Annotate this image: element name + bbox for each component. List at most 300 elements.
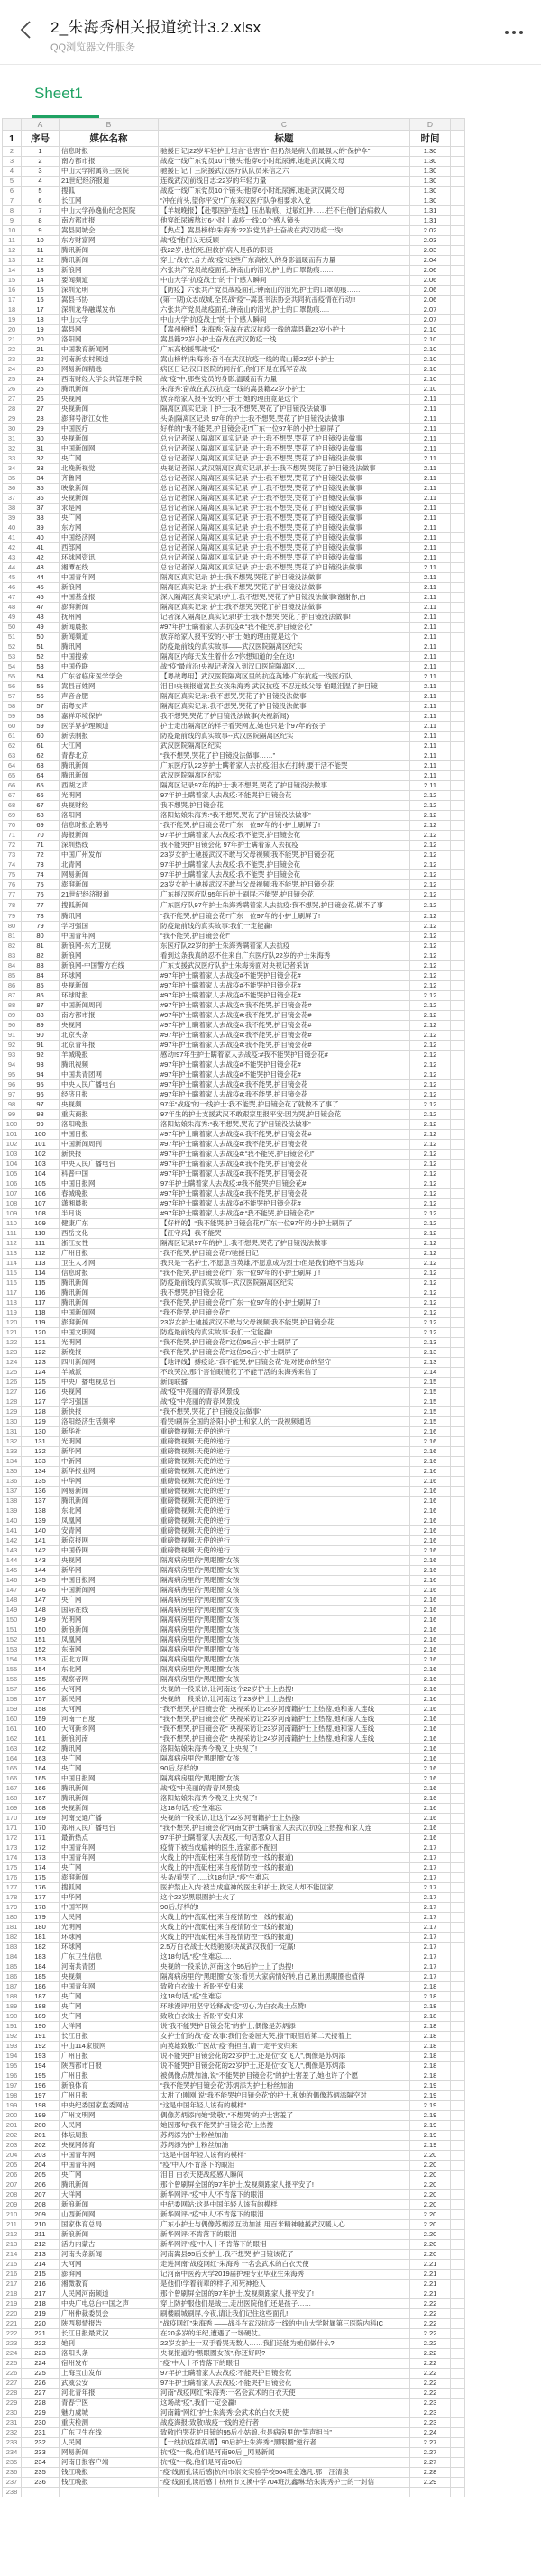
title-cell[interactable]: #97年护士瞒着家人去战疫#:我不能哭,护目镜会花#: [159, 1011, 410, 1021]
empty-cell[interactable]: [451, 573, 465, 583]
seq-cell[interactable]: 70: [22, 831, 60, 841]
empty-cell[interactable]: [451, 1943, 465, 1952]
time-cell[interactable]: 2.12: [410, 1140, 451, 1150]
media-cell[interactable]: 澎湃新闻: [60, 880, 159, 890]
media-cell[interactable]: 中国军网: [60, 1903, 159, 1913]
empty-cell[interactable]: [451, 1645, 465, 1655]
empty-cell[interactable]: [451, 1388, 465, 1397]
title-cell[interactable]: 医护禁止入内:被当成瘟神的医生和护士,救完人却不能回家: [159, 1883, 410, 1893]
time-cell[interactable]: 2.11: [410, 771, 451, 781]
empty-cell[interactable]: [451, 167, 465, 177]
time-cell[interactable]: 2.12: [410, 831, 451, 841]
time-cell[interactable]: 2.12: [410, 1239, 451, 1249]
title-cell[interactable]: #97年护士瞒着家人去战疫#:“我不能哭,护目镜会花!”: [159, 1150, 410, 1160]
title-cell[interactable]: 穿上防护服他们是战士,走出医院他们还是孩子……: [159, 2299, 410, 2309]
media-cell[interactable]: 中国青年网: [60, 573, 159, 583]
title-cell[interactable]: 被偶像点赞加油,说“不能哭护目镜会花”的护士害羞了,她也许了个愿: [159, 2071, 410, 2081]
media-cell[interactable]: 光明网: [60, 791, 159, 801]
seq-cell[interactable]: 111: [22, 1239, 60, 1249]
time-cell[interactable]: 2.16: [410, 1437, 451, 1447]
title-cell[interactable]: 总台记者深入隔离区真实记录 护士:我不想哭,哭花了护目镜没法做事: [159, 553, 410, 563]
empty-cell[interactable]: [451, 1189, 465, 1199]
time-cell[interactable]: 2.16: [410, 1467, 451, 1477]
empty-cell[interactable]: [451, 514, 465, 523]
time-cell[interactable]: 2.11: [410, 395, 451, 405]
seq-cell[interactable]: 218: [22, 2299, 60, 2309]
empty-cell[interactable]: [451, 1506, 465, 1516]
time-cell[interactable]: 2.11: [410, 642, 451, 652]
media-cell[interactable]: 中国教育新闻网: [60, 345, 159, 355]
empty-cell[interactable]: [451, 682, 465, 692]
title-cell[interactable]: 致敬白衣战士 祈盼平安归来: [159, 1982, 410, 1992]
seq-cell[interactable]: 59: [22, 722, 60, 732]
media-cell[interactable]: 中国搜索: [60, 652, 159, 662]
seq-cell[interactable]: 102: [22, 1150, 60, 1160]
media-cell[interactable]: 中央广电总台中国之声: [60, 2299, 159, 2309]
time-cell[interactable]: 2.12: [410, 1209, 451, 1219]
empty-cell[interactable]: [451, 563, 465, 573]
time-cell[interactable]: 2.06: [410, 296, 451, 305]
title-cell[interactable]: 抗“疫”一线,他们是河南90后!_网易新闻: [159, 2448, 410, 2458]
media-cell[interactable]: 潇湘晨报: [60, 1199, 159, 1209]
seq-cell[interactable]: 232: [22, 2438, 60, 2448]
seq-cell[interactable]: 116: [22, 1288, 60, 1298]
seq-cell[interactable]: 105: [22, 1179, 60, 1189]
title-cell[interactable]: “我不想哭,护目镜会花” 央视采访让22岁河南籍护士上热搜,她和家人连线: [159, 1715, 410, 1725]
title-cell[interactable]: 总台记者深入隔离区真实记录 护士:我不想哭,哭花了护目镜没法做事: [159, 523, 410, 533]
empty-cell[interactable]: [451, 870, 465, 880]
empty-cell[interactable]: [451, 1734, 465, 1744]
title-cell[interactable]: 感动!97年生护士瞒着家人去战疫:#我不能哭护目镜会花#: [159, 1051, 410, 1060]
title-cell[interactable]: 那个曾刷屏全国的97年护士,发视频跟家人报平安了!: [159, 2180, 410, 2190]
empty-cell[interactable]: [451, 1972, 465, 1982]
empty-cell[interactable]: [451, 672, 465, 682]
empty-cell[interactable]: [451, 1338, 465, 1348]
seq-cell[interactable]: 63: [22, 761, 60, 771]
media-cell[interactable]: 央广网: [60, 1596, 159, 1606]
media-cell[interactable]: 中国新闻周刊: [60, 1001, 159, 1011]
time-cell[interactable]: 2.12: [410, 1249, 451, 1259]
empty-cell[interactable]: [451, 1219, 465, 1229]
title-cell[interactable]: “疫”中人/不肯落下的眼泪: [159, 2161, 410, 2171]
title-cell[interactable]: 隔离病房里的“黑眼圈”女孩: [159, 1655, 410, 1665]
title-cell[interactable]: 致敬|怕哭花护目镜的95后小姑娘,也是病房里的“笑声担当”: [159, 2428, 410, 2438]
seq-cell[interactable]: 88: [22, 1011, 60, 1021]
title-cell[interactable]: 【一线抗疫群英谱】90后护士朱海秀:“黑眼圈”逆行者: [159, 2438, 410, 2448]
title-cell[interactable]: 隔离区内每天发生着什么?你想知道的全在这!: [159, 652, 410, 662]
time-cell[interactable]: 2.11: [410, 623, 451, 633]
title-cell[interactable]: 火线上的中流砥柱(来自疫情防控一线的报道): [159, 1853, 410, 1863]
empty-cell[interactable]: [451, 2339, 465, 2349]
time-cell[interactable]: 2.22: [410, 2299, 451, 2309]
media-cell[interactable]: 东方财富网: [60, 236, 159, 246]
seq-cell[interactable]: 3: [22, 167, 60, 177]
title-cell[interactable]: 中山大学“抗疫战士”的十个感人瞬间: [159, 315, 410, 325]
title-cell[interactable]: 那个曾刷屏全国的97年护士,发视频跟家人报平安了!: [159, 2289, 410, 2299]
title-cell[interactable]: 战“疫”中亮丽的青春风景线: [159, 1397, 410, 1407]
time-cell[interactable]: 2.11: [410, 553, 451, 563]
column-letter-c[interactable]: C: [159, 119, 410, 131]
title-cell[interactable]: “我不能哭,护目镜会花!”这位95后小护士刷屏了: [159, 1338, 410, 1348]
seq-cell[interactable]: 48: [22, 613, 60, 623]
title-cell[interactable]: 97年“战疫”的一线护士:我不能哭,护目镜会花了就做不了事了: [159, 1100, 410, 1110]
time-cell[interactable]: 2.17: [410, 1923, 451, 1933]
time-cell[interactable]: 2.11: [410, 583, 451, 593]
seq-cell[interactable]: 166: [22, 1784, 60, 1794]
empty-cell[interactable]: [451, 1209, 465, 1219]
media-cell[interactable]: 深圳光明: [60, 286, 159, 296]
time-cell[interactable]: 2.20: [410, 2220, 451, 2230]
media-cell[interactable]: 央视网体育: [60, 2141, 159, 2151]
time-cell[interactable]: 2.06: [410, 266, 451, 276]
seq-cell[interactable]: 110: [22, 1229, 60, 1239]
title-cell[interactable]: 我不想哭,护目镜会花: [159, 1288, 410, 1298]
seq-cell[interactable]: 46: [22, 593, 60, 603]
title-cell[interactable]: 隔离区真实记录:我不想哭,哭花了护目镜没法做事: [159, 702, 410, 712]
title-cell[interactable]: 隔离病房里的“黑眼圈”女孩: [159, 1635, 410, 1645]
title-cell[interactable]: 穿上“战衣”,合力战“疫”!这些广东高校人的身影温暖而有力量: [159, 256, 410, 266]
empty-cell[interactable]: [451, 2151, 465, 2161]
seq-cell[interactable]: 75: [22, 880, 60, 890]
empty-cell[interactable]: [451, 1021, 465, 1031]
seq-cell[interactable]: 18: [22, 315, 60, 325]
more-menu-button[interactable]: [487, 0, 541, 64]
time-cell[interactable]: 2.19: [410, 2141, 451, 2151]
media-cell[interactable]: 中国经济网: [60, 533, 159, 543]
empty-cell[interactable]: [451, 2389, 465, 2399]
media-cell[interactable]: 嵩县网: [60, 325, 159, 335]
empty-cell[interactable]: [451, 742, 465, 751]
time-cell[interactable]: 2.12: [410, 1269, 451, 1279]
seq-cell[interactable]: 39: [22, 523, 60, 533]
empty-cell[interactable]: [451, 2131, 465, 2141]
title-cell[interactable]: 记者深入隔离区真实记录!护士:我不想哭,哭花了护目镜没法做事!: [159, 613, 410, 623]
media-cell[interactable]: 东方网: [60, 523, 159, 533]
empty-cell[interactable]: [451, 1447, 465, 1457]
media-cell[interactable]: 央视新闻: [60, 1804, 159, 1814]
media-cell[interactable]: 网易新闻精选: [60, 365, 159, 375]
title-cell[interactable]: 隔离病房里的“黑眼圈”女孩: [159, 1754, 410, 1764]
empty-cell[interactable]: [451, 1913, 465, 1923]
seq-cell[interactable]: 194: [22, 2062, 60, 2071]
title-cell[interactable]: 总台记者深入隔离区真实记录 护士:我不想哭,哭花了护目镜没法做事: [159, 543, 410, 553]
media-cell[interactable]: 正北方网: [60, 1655, 159, 1665]
seq-cell[interactable]: 20: [22, 335, 60, 345]
empty-cell[interactable]: [451, 1011, 465, 1021]
empty-cell[interactable]: [451, 1685, 465, 1695]
seq-cell[interactable]: 31: [22, 444, 60, 454]
time-cell[interactable]: 2.16: [410, 1715, 451, 1725]
empty-cell[interactable]: [451, 1794, 465, 1804]
seq-cell[interactable]: 223: [22, 2349, 60, 2359]
title-cell[interactable]: “疫”中人丨不肯落下的眼泪: [159, 2359, 410, 2369]
title-cell[interactable]: 总台记者深入隔离区真实记录 护士:我不想哭,哭花了护目镜没法做事: [159, 434, 410, 444]
empty-cell[interactable]: [451, 2022, 465, 2032]
time-cell[interactable]: 2.16: [410, 1645, 451, 1655]
empty-cell[interactable]: [451, 2111, 465, 2121]
empty-cell[interactable]: [451, 912, 465, 922]
media-cell[interactable]: 科普中国: [60, 1170, 159, 1179]
time-cell[interactable]: 2.21: [410, 2280, 451, 2289]
media-cell[interactable]: 中山大学孙逸仙纪念医院: [60, 206, 159, 216]
media-cell[interactable]: 搜狐新闻: [60, 900, 159, 912]
seq-cell[interactable]: 136: [22, 1487, 60, 1497]
media-cell[interactable]: 春城晚报: [60, 1189, 159, 1199]
title-cell[interactable]: 她因那句“我不能哭护目镜会花”上热搜: [159, 2121, 410, 2131]
empty-cell[interactable]: [451, 2032, 465, 2042]
media-cell[interactable]: 中国新闻网: [60, 444, 159, 454]
title-cell[interactable]: 重磅微视频:天使的逆行: [159, 1447, 410, 1457]
seq-cell[interactable]: 99: [22, 1120, 60, 1130]
empty-cell[interactable]: [451, 2309, 465, 2319]
seq-cell[interactable]: 26: [22, 395, 60, 405]
time-cell[interactable]: 2.02: [410, 226, 451, 236]
seq-cell[interactable]: 126: [22, 1388, 60, 1397]
time-cell[interactable]: 2.27: [410, 2438, 451, 2448]
title-cell[interactable]: 央视的一段采访,让这个22岁河南籍护士上热搜!: [159, 1814, 410, 1824]
title-cell[interactable]: 东医疗队22岁的护士朱海秀瞒着家人去抗疫: [159, 942, 410, 951]
title-cell[interactable]: 看哭!刷屏全国的洛阳小护士和家人的一段视频通话: [159, 1417, 410, 1427]
seq-cell[interactable]: 6: [22, 196, 60, 206]
title-cell[interactable]: #97年护士瞒着家人去战疫#不能哭护目镜会花#: [159, 981, 410, 991]
seq-cell[interactable]: 17: [22, 305, 60, 315]
empty-cell[interactable]: [451, 1744, 465, 1754]
empty-cell[interactable]: [451, 1259, 465, 1269]
empty-cell[interactable]: [451, 2408, 465, 2418]
media-cell[interactable]: 信息时报: [60, 147, 159, 157]
time-cell[interactable]: 2.12: [410, 1170, 451, 1179]
title-cell[interactable]: 新华网评·“疫”中人/不肯落下的眼泪: [159, 2210, 410, 2220]
empty-cell[interactable]: [451, 1596, 465, 1606]
media-cell[interactable]: 央视新闻: [60, 434, 159, 444]
media-cell[interactable]: 搜狐网: [60, 1883, 159, 1893]
empty-cell[interactable]: [451, 2329, 465, 2339]
seq-cell[interactable]: 155: [22, 1675, 60, 1685]
seq-cell[interactable]: 10: [22, 236, 60, 246]
title-cell[interactable]: 苏炳添为护士粉丝加油: [159, 2131, 410, 2141]
title-cell[interactable]: 战疫一线广东党员10个镜头:他穿6小时纸尿裤,她赴武汉瞒父母: [159, 187, 410, 196]
empty-cell[interactable]: [451, 961, 465, 971]
title-cell[interactable]: 火线上的中流砥柱(来自疫情防控一线的报道): [159, 1913, 410, 1923]
seq-cell[interactable]: 97: [22, 1100, 60, 1110]
time-cell[interactable]: 2.12: [410, 1318, 451, 1328]
empty-cell[interactable]: [451, 1725, 465, 1734]
media-cell[interactable]: 新华社: [60, 1427, 159, 1437]
media-cell[interactable]: [60, 2488, 159, 2498]
empty-cell[interactable]: [451, 325, 465, 335]
seq-cell[interactable]: 98: [22, 1110, 60, 1120]
time-cell[interactable]: 2.19: [410, 2101, 451, 2111]
title-cell[interactable]: 隔离病房里的“黑眼圈”女孩: [159, 1566, 410, 1576]
time-cell[interactable]: 2.24: [410, 2428, 451, 2438]
time-cell[interactable]: 2.12: [410, 801, 451, 811]
seq-cell[interactable]: 57: [22, 702, 60, 712]
seq-cell[interactable]: 12: [22, 256, 60, 266]
empty-cell[interactable]: [451, 2161, 465, 2171]
empty-cell[interactable]: [451, 791, 465, 801]
media-cell[interactable]: 央广网: [60, 2171, 159, 2180]
seq-cell[interactable]: 217: [22, 2289, 60, 2299]
media-cell[interactable]: 新浪网-中国警方在线: [60, 961, 159, 971]
media-cell[interactable]: 新快报: [60, 1150, 159, 1160]
title-cell[interactable]: 【汪守兵】我不能哭: [159, 1229, 410, 1239]
empty-cell[interactable]: [451, 761, 465, 771]
empty-cell[interactable]: [451, 1358, 465, 1368]
time-cell[interactable]: 2.12: [410, 942, 451, 951]
media-cell[interactable]: 央广网: [60, 514, 159, 523]
seq-cell[interactable]: 176: [22, 1883, 60, 1893]
time-cell[interactable]: 2.16: [410, 1625, 451, 1635]
media-cell[interactable]: 央广网: [60, 454, 159, 464]
empty-cell[interactable]: [451, 1051, 465, 1060]
media-cell[interactable]: 齐鲁网: [60, 474, 159, 484]
seq-cell[interactable]: 210: [22, 2220, 60, 2230]
media-cell[interactable]: 南方都市报: [60, 1011, 159, 1021]
media-cell[interactable]: 央视新闻: [60, 494, 159, 504]
time-cell[interactable]: 2.10: [410, 345, 451, 355]
media-cell[interactable]: 中国青年网: [60, 1853, 159, 1863]
media-cell[interactable]: 国际在线: [60, 1606, 159, 1616]
media-cell[interactable]: 腾讯新闻: [60, 1288, 159, 1298]
media-cell[interactable]: 上海宝山发布: [60, 2369, 159, 2379]
time-cell[interactable]: 2.12: [410, 860, 451, 870]
time-cell[interactable]: 2.12: [410, 932, 451, 942]
time-cell[interactable]: 2.16: [410, 1606, 451, 1616]
seq-cell[interactable]: 185: [22, 1972, 60, 1982]
media-cell[interactable]: 湘微教育: [60, 2280, 159, 2289]
time-cell[interactable]: 2.12: [410, 900, 451, 912]
empty-cell[interactable]: [451, 2319, 465, 2329]
empty-cell[interactable]: [451, 831, 465, 841]
title-cell[interactable]: 隔离病房里的“黑眼圈”女孩: [159, 1576, 410, 1586]
seq-cell[interactable]: 188: [22, 2002, 60, 2012]
time-cell[interactable]: 2.16: [410, 1635, 451, 1645]
title-cell[interactable]: 97年护士瞒着家人去战疫:不能哭护目镜会花: [159, 2379, 410, 2389]
seq-cell[interactable]: 131: [22, 1437, 60, 1447]
seq-cell[interactable]: 212: [22, 2240, 60, 2250]
empty-cell[interactable]: [451, 1665, 465, 1675]
empty-cell[interactable]: [451, 811, 465, 821]
time-cell[interactable]: 2.17: [410, 1952, 451, 1962]
empty-cell[interactable]: [451, 1923, 465, 1933]
title-cell[interactable]: #97年护士瞒着家人去战疫#:我不能哭,护目镜会花#: [159, 1031, 410, 1041]
title-cell[interactable]: 连线武汉|前线日志:22岁的年轻力量: [159, 177, 410, 187]
time-cell[interactable]: 2.06: [410, 276, 451, 286]
time-cell[interactable]: 2.16: [410, 1596, 451, 1606]
title-cell[interactable]: 隔离区记录97年的护士:我不想哭,哭花了护目镜没法做事: [159, 781, 410, 791]
title-cell[interactable]: 总台记者深入隔离区真实记录 护士:我不想哭,哭花了护目镜没法做事: [159, 504, 410, 514]
empty-cell[interactable]: [451, 296, 465, 305]
time-cell[interactable]: 2.17: [410, 1863, 451, 1873]
seq-cell[interactable]: 141: [22, 1536, 60, 1546]
time-cell[interactable]: 2.12: [410, 951, 451, 961]
seq-cell[interactable]: 77: [22, 900, 60, 912]
media-cell[interactable]: 新浪网: [60, 583, 159, 593]
media-cell[interactable]: 环球网: [60, 971, 159, 981]
title-cell[interactable]: 总台记者深入隔离区真实记录 护士:我不想哭,哭花了护目镜没法做事: [159, 474, 410, 484]
time-cell[interactable]: 2.16: [410, 1675, 451, 1685]
media-cell[interactable]: 中国广州发布: [60, 851, 159, 860]
time-cell[interactable]: 2.07: [410, 305, 451, 315]
media-cell[interactable]: 声音合肥: [60, 692, 159, 702]
media-cell[interactable]: 腾讯新闻: [60, 256, 159, 266]
empty-cell[interactable]: [451, 1853, 465, 1863]
time-cell[interactable]: 2.16: [410, 1784, 451, 1794]
empty-cell[interactable]: [451, 1199, 465, 1209]
title-cell[interactable]: 隔离区真实记录 护士:我不想哭,哭花了护目镜没法做事: [159, 583, 410, 593]
title-cell[interactable]: #97年护士瞒着家人去战疫#:我不能哭,护目镜会花: [159, 1170, 410, 1179]
media-cell[interactable]: 中山大学附属第三医院: [60, 167, 159, 177]
time-cell[interactable]: 2.12: [410, 1031, 451, 1041]
media-cell[interactable]: 网易新闻: [60, 1487, 159, 1497]
time-cell[interactable]: 2.20: [410, 2230, 451, 2240]
media-cell[interactable]: 新京报网: [60, 1536, 159, 1546]
time-cell[interactable]: 2.13: [410, 1358, 451, 1368]
media-cell[interactable]: 中新网: [60, 1457, 159, 1467]
media-cell[interactable]: 大河网: [60, 1685, 159, 1695]
time-cell[interactable]: 2.10: [410, 355, 451, 365]
time-cell[interactable]: 2.12: [410, 1150, 451, 1160]
title-cell[interactable]: 河南“战疫网红”朱海秀:一名会武术的白衣天使: [159, 2389, 410, 2399]
empty-cell[interactable]: [451, 801, 465, 811]
media-cell[interactable]: 大洋网: [60, 2190, 159, 2200]
media-cell[interactable]: 洛阳网: [60, 811, 159, 821]
seq-cell[interactable]: 4: [22, 177, 60, 187]
empty-cell[interactable]: [451, 2289, 465, 2299]
time-cell[interactable]: 2.16: [410, 1447, 451, 1457]
media-cell[interactable]: 中央人民广播电台: [60, 1080, 159, 1090]
time-cell[interactable]: 2.18: [410, 2042, 451, 2052]
title-cell[interactable]: 病区日记:汉口医院的同行们,你们不是在孤军奋战: [159, 365, 410, 375]
title-cell[interactable]: 战“疫”中,那些党员的身影,温暖而有力量: [159, 375, 410, 385]
title-cell[interactable]: 中山大学“抗疫战士”的十个感人瞬间: [159, 276, 410, 286]
time-cell[interactable]: 2.17: [410, 1913, 451, 1923]
time-cell[interactable]: 2.10: [410, 335, 451, 345]
time-cell[interactable]: 2.12: [410, 1259, 451, 1269]
media-cell[interactable]: 河南头条新闻: [60, 2250, 159, 2260]
seq-cell[interactable]: 229: [22, 2408, 60, 2418]
media-cell[interactable]: 郑州人民广播电台: [60, 1824, 159, 1834]
seq-cell[interactable]: 198: [22, 2101, 60, 2111]
seq-cell[interactable]: 101: [22, 1140, 60, 1150]
seq-cell[interactable]: 220: [22, 2319, 60, 2329]
time-cell[interactable]: 2.22: [410, 2389, 451, 2399]
time-cell[interactable]: 2.12: [410, 961, 451, 971]
title-cell[interactable]: 苏炳添为护士粉丝加油: [159, 2141, 410, 2151]
title-cell[interactable]: 战“疫”中美丽的青春风景线: [159, 1784, 410, 1794]
seq-cell[interactable]: 25: [22, 385, 60, 395]
title-cell[interactable]: 【地评线】搏疫论:“我不能哭,护目镜会花”是对使命的坚守: [159, 1358, 410, 1368]
title-cell[interactable]: 环球漫评/用坚守诠释战“疫”初心,为白衣战士点赞!: [159, 2002, 410, 2012]
title-cell[interactable]: #97年护士瞒着家人去战疫#:我不能哭,护目镜会花: [159, 1090, 410, 1100]
time-cell[interactable]: 2.11: [410, 424, 451, 434]
seq-cell[interactable]: 69: [22, 821, 60, 831]
time-cell[interactable]: 2.10: [410, 325, 451, 335]
media-cell[interactable]: 青春宁医: [60, 2399, 159, 2408]
media-cell[interactable]: 中华网: [60, 1893, 159, 1903]
time-cell[interactable]: 2.16: [410, 1497, 451, 1506]
title-cell[interactable]: 【羊城晚报】【赴鄂医护连线】压出勒痕、过敏红肿……拦不住他们治病救人: [159, 206, 410, 216]
title-cell[interactable]: “我不想哭,护目镜会花”河南女护士瞒着家人去武汉抗疫上热搜,和家人连: [159, 1824, 410, 1834]
empty-cell[interactable]: [451, 1635, 465, 1645]
empty-cell[interactable]: [451, 1150, 465, 1160]
title-cell[interactable]: 火线上的中流砥柱(来自疫情防控一线的报道): [159, 1933, 410, 1943]
empty-cell[interactable]: [451, 1933, 465, 1943]
empty-cell[interactable]: [451, 1269, 465, 1279]
seq-cell[interactable]: 134: [22, 1467, 60, 1477]
media-cell[interactable]: 环球网资讯: [60, 553, 159, 563]
seq-cell[interactable]: 197: [22, 2091, 60, 2101]
